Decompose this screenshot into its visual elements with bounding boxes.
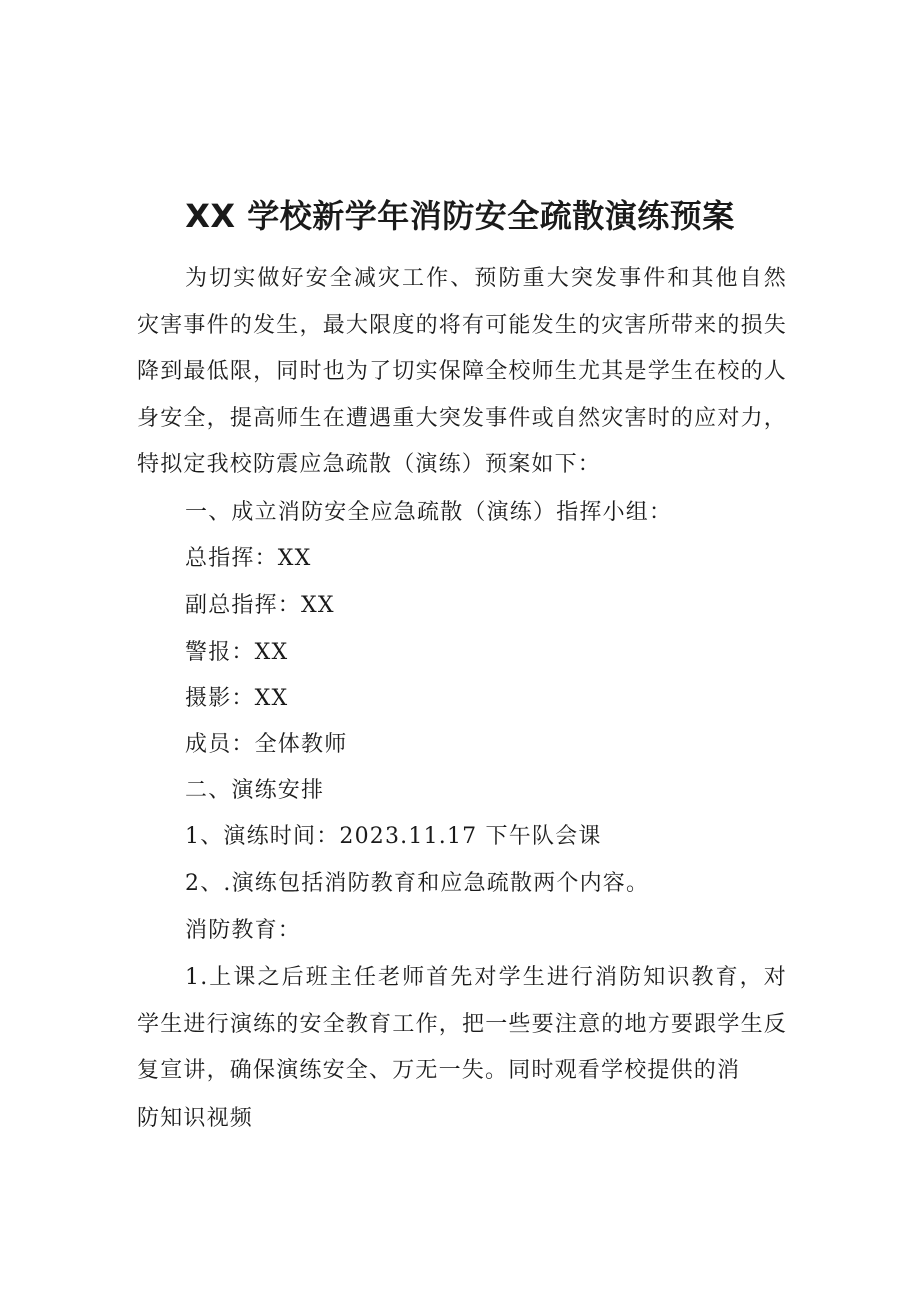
drill-content-item: 2、.演练包括消防教育和应急疏散两个内容。 xyxy=(185,871,650,896)
role-commander: 总指挥：XX xyxy=(185,546,312,571)
fire-education-paragraph: 1.上课之后班主任老师首先对学生进行消防知识教育，对学生进行演练的安全教育工作，把一些要注意的地方要跟学生反复宣讲，确保演练安全、万无一失。同时观看学校提供的消 xyxy=(137,965,787,1083)
fire-education-paragraph-tail: 防知识视频 xyxy=(137,1106,254,1131)
role-deputy-commander: 副总指挥：XX xyxy=(185,593,335,618)
intro-paragraph: 为切实做好安全减灾工作、预防重大突发事件和其他自然灾害事件的发生，最大限度的将有可能发生的灾害所带来的损失降到最低限，同时也为了切实保障全校师生尤其是学生在校的人身安全，提高师生在遭遇重大突发事件或自然灾害时的应对力，特拟定我校防震应急疏散（演练）预案如下： xyxy=(137,266,787,477)
role-photography: 摄影：XX xyxy=(185,686,289,711)
role-alarm: 警报：XX xyxy=(185,640,289,665)
fire-education-subheading: 消防教育： xyxy=(185,918,302,943)
section-2-heading: 二、演练安排 xyxy=(185,778,325,803)
drill-time-item: 1、演练时间：2023.11.17 下午队会课 xyxy=(185,824,602,849)
document-title: XX 学校新学年消防安全疏散演练预案 xyxy=(185,197,735,236)
section-1-heading: 一、成立消防安全应急疏散（演练）指挥小组： xyxy=(185,500,673,525)
role-members: 成员：全体教师 xyxy=(185,732,348,757)
